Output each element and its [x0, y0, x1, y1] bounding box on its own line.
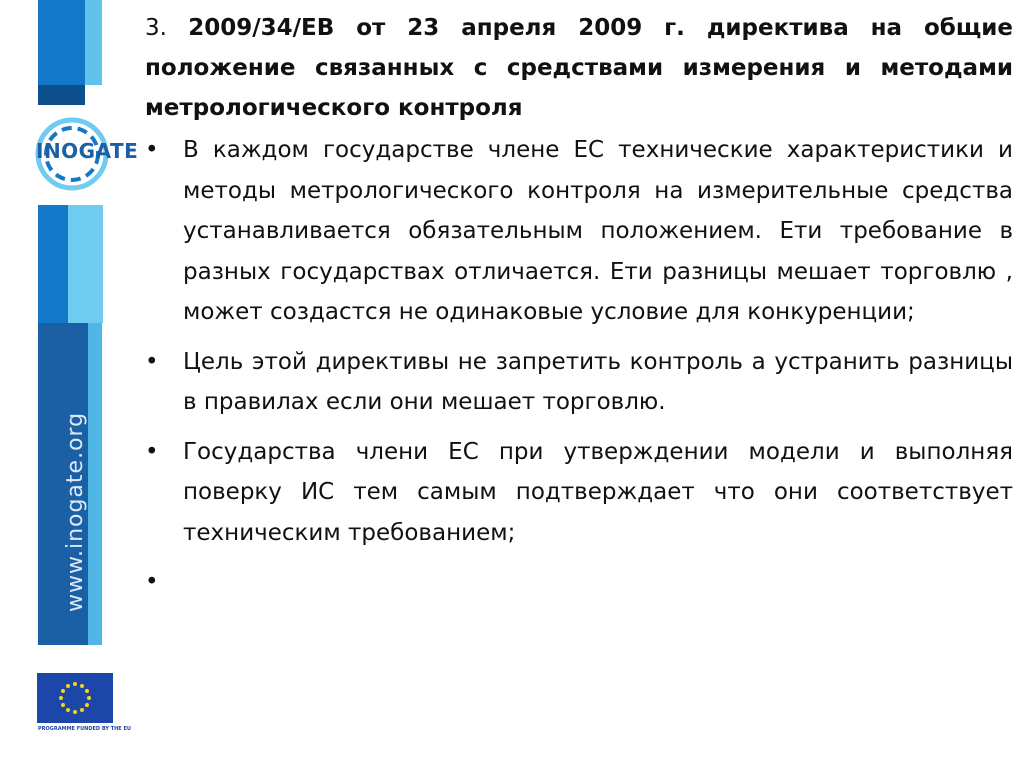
list-item-text: В каждом государстве члене ЕС технические характеристики и методы метрологического контроля на измерительные средства устанавливается обязательным положением. Ети требование в разных государствах отличается. Ети разницы мешает торговлю , может создастся не одинаковые условие для конкуренции; [183, 137, 1013, 325]
eu-caption: PROGRAMME FUNDED BY THE EU [38, 726, 131, 732]
bullet-glyph: • [145, 348, 159, 375]
bullet-list [145, 130, 1013, 595]
inogate-logo-text: INOGATE [36, 139, 139, 163]
sidebar-bar [38, 85, 85, 105]
slide-title [145, 8, 1013, 128]
title-number: 3. [145, 15, 167, 41]
list-item [145, 432, 1013, 554]
title-text: 2009/34/ЕВ от 23 апреля 2009 г. директива на общие положение связанных с средствами измерения и методами метрологического контроля [145, 15, 1014, 121]
list-item [145, 130, 1013, 333]
sidebar-bar [38, 205, 68, 323]
bullet-glyph: • [145, 137, 159, 163]
slide-content [145, 8, 1014, 595]
list-item-text: Цель этой директивы не запретить контроль а устранить разницы в правилах если они мешает торговлю. [183, 348, 1013, 415]
list-item [145, 342, 1013, 423]
sidebar-bar [68, 205, 103, 323]
left-sidebar [0, 0, 139, 768]
bullet-glyph: • [145, 569, 159, 595]
sidebar-bar [38, 0, 85, 85]
website-url: www.inogate.org [63, 411, 88, 612]
bullet-glyph: • [145, 438, 159, 465]
eu-flag-icon [37, 673, 113, 723]
list-item-text: Государства члени ЕС при утверждении модели и выполняя поверку ИС тем самым подтверждает что они соответствует техническим требованием; [183, 438, 1013, 546]
sidebar-bar [85, 0, 102, 85]
sidebar-bar [88, 323, 102, 645]
